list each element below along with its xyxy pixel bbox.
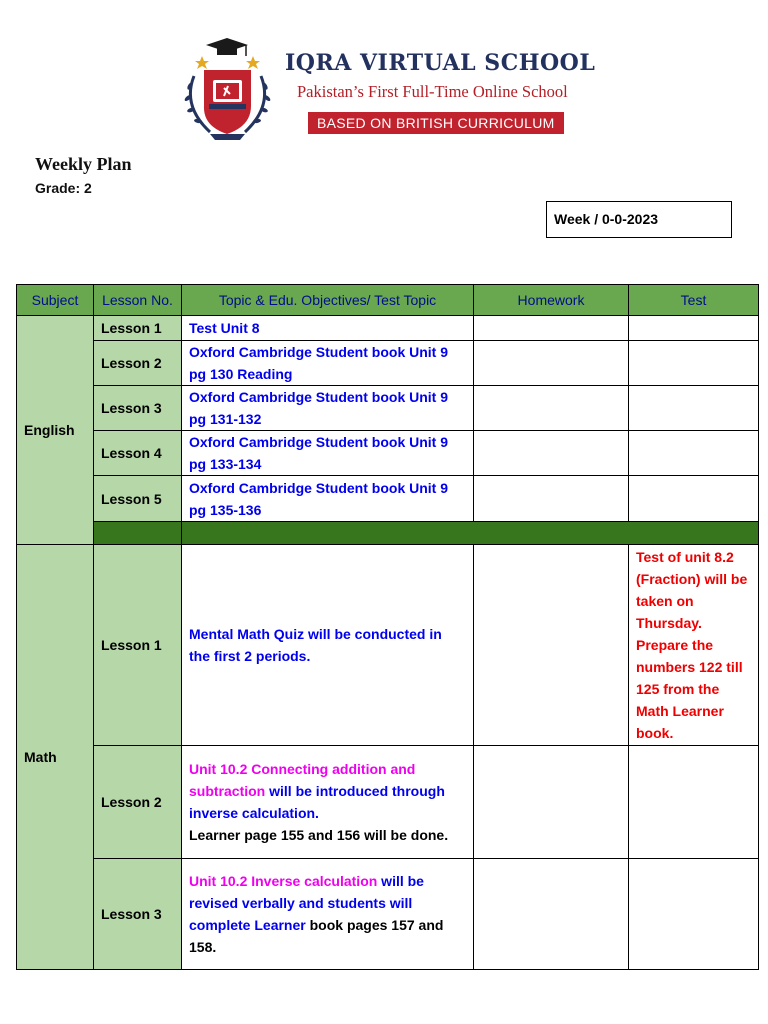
col-test: Test [629, 285, 759, 316]
homework-cell [474, 341, 629, 386]
school-logo-icon [180, 36, 275, 146]
topic-highlight: Unit 10.2 Inverse calculation [189, 873, 378, 889]
col-subject: Subject [17, 285, 94, 316]
homework-cell [474, 545, 629, 746]
homework-cell [474, 476, 629, 522]
separator-cell [182, 522, 759, 545]
table-header-row [17, 285, 759, 316]
school-name: IQRA VIRTUAL SCHOOL [285, 50, 596, 76]
topic-cell: Oxford Cambridge Student book Unit 9 pg 130 Reading [182, 341, 474, 386]
topic-cell: Test Unit 8 [182, 316, 474, 341]
lesson-no: Lesson 1 [94, 316, 182, 341]
plan-title: Weekly Plan [35, 154, 132, 174]
test-cell [629, 316, 759, 341]
table-row [17, 431, 759, 476]
table-row [17, 545, 759, 746]
test-cell [629, 341, 759, 386]
test-cell [629, 386, 759, 431]
test-cell: Test of unit 8.2 (Fraction) will be taken on Thursday. Prepare the numbers 122 till 125 from the Math Learner book. [629, 545, 759, 746]
topic-highlight: Unit 10.2 Connecting addition and subtraction [189, 761, 416, 799]
topic-cell: Mental Math Quiz will be conducted in the first 2 periods. [182, 545, 474, 746]
topic-text: will be introduced through inverse calculation. [189, 783, 445, 821]
col-topic: Topic & Edu. Objectives/ Test Topic [182, 285, 474, 316]
grade-label: Grade: 2 [35, 180, 92, 196]
weekly-plan-table [16, 284, 759, 970]
topic-cell: Oxford Cambridge Student book Unit 9 pg 131-132 [182, 386, 474, 431]
col-homework: Homework [474, 285, 629, 316]
homework-cell [474, 746, 629, 859]
homework-cell [474, 316, 629, 341]
table-row [17, 859, 759, 970]
test-cell [629, 476, 759, 522]
lesson-no: Lesson 2 [94, 746, 182, 859]
lesson-no: Lesson 1 [94, 545, 182, 746]
homework-cell [474, 431, 629, 476]
subject-math: Math [17, 545, 94, 970]
topic-extra: book pages 157 and 158. [189, 917, 444, 955]
topic-text: will be revised verbally and students will complete Learner [189, 873, 424, 933]
table-row [17, 746, 759, 859]
table-row [17, 386, 759, 431]
test-cell [629, 746, 759, 859]
school-tagline: Pakistan’s First Full-Time Online School [297, 82, 568, 101]
topic-extra: Learner page 155 and 156 will be done. [189, 827, 449, 843]
table-row [17, 476, 759, 522]
week-box: Week / 0-0-2023 [546, 201, 732, 238]
subject-english: English [17, 316, 94, 545]
separator-cell [94, 522, 182, 545]
lesson-no: Lesson 5 [94, 476, 182, 522]
test-cell [629, 431, 759, 476]
homework-cell [474, 386, 629, 431]
topic-cell [182, 746, 474, 859]
lesson-no: Lesson 3 [94, 859, 182, 970]
col-lesson: Lesson No. [94, 285, 182, 316]
homework-cell [474, 859, 629, 970]
lesson-no: Lesson 3 [94, 386, 182, 431]
lesson-no: Lesson 4 [94, 431, 182, 476]
topic-cell [182, 859, 474, 970]
topic-cell: Oxford Cambridge Student book Unit 9 pg 135-136 [182, 476, 474, 522]
table-row [17, 341, 759, 386]
separator-row [17, 522, 759, 545]
topic-cell: Oxford Cambridge Student book Unit 9 pg 133-134 [182, 431, 474, 476]
curriculum-banner: BASED ON BRITISH CURRICULUM [308, 112, 564, 134]
table-row [17, 316, 759, 341]
test-cell [629, 859, 759, 970]
lesson-no: Lesson 2 [94, 341, 182, 386]
school-header [180, 36, 600, 146]
